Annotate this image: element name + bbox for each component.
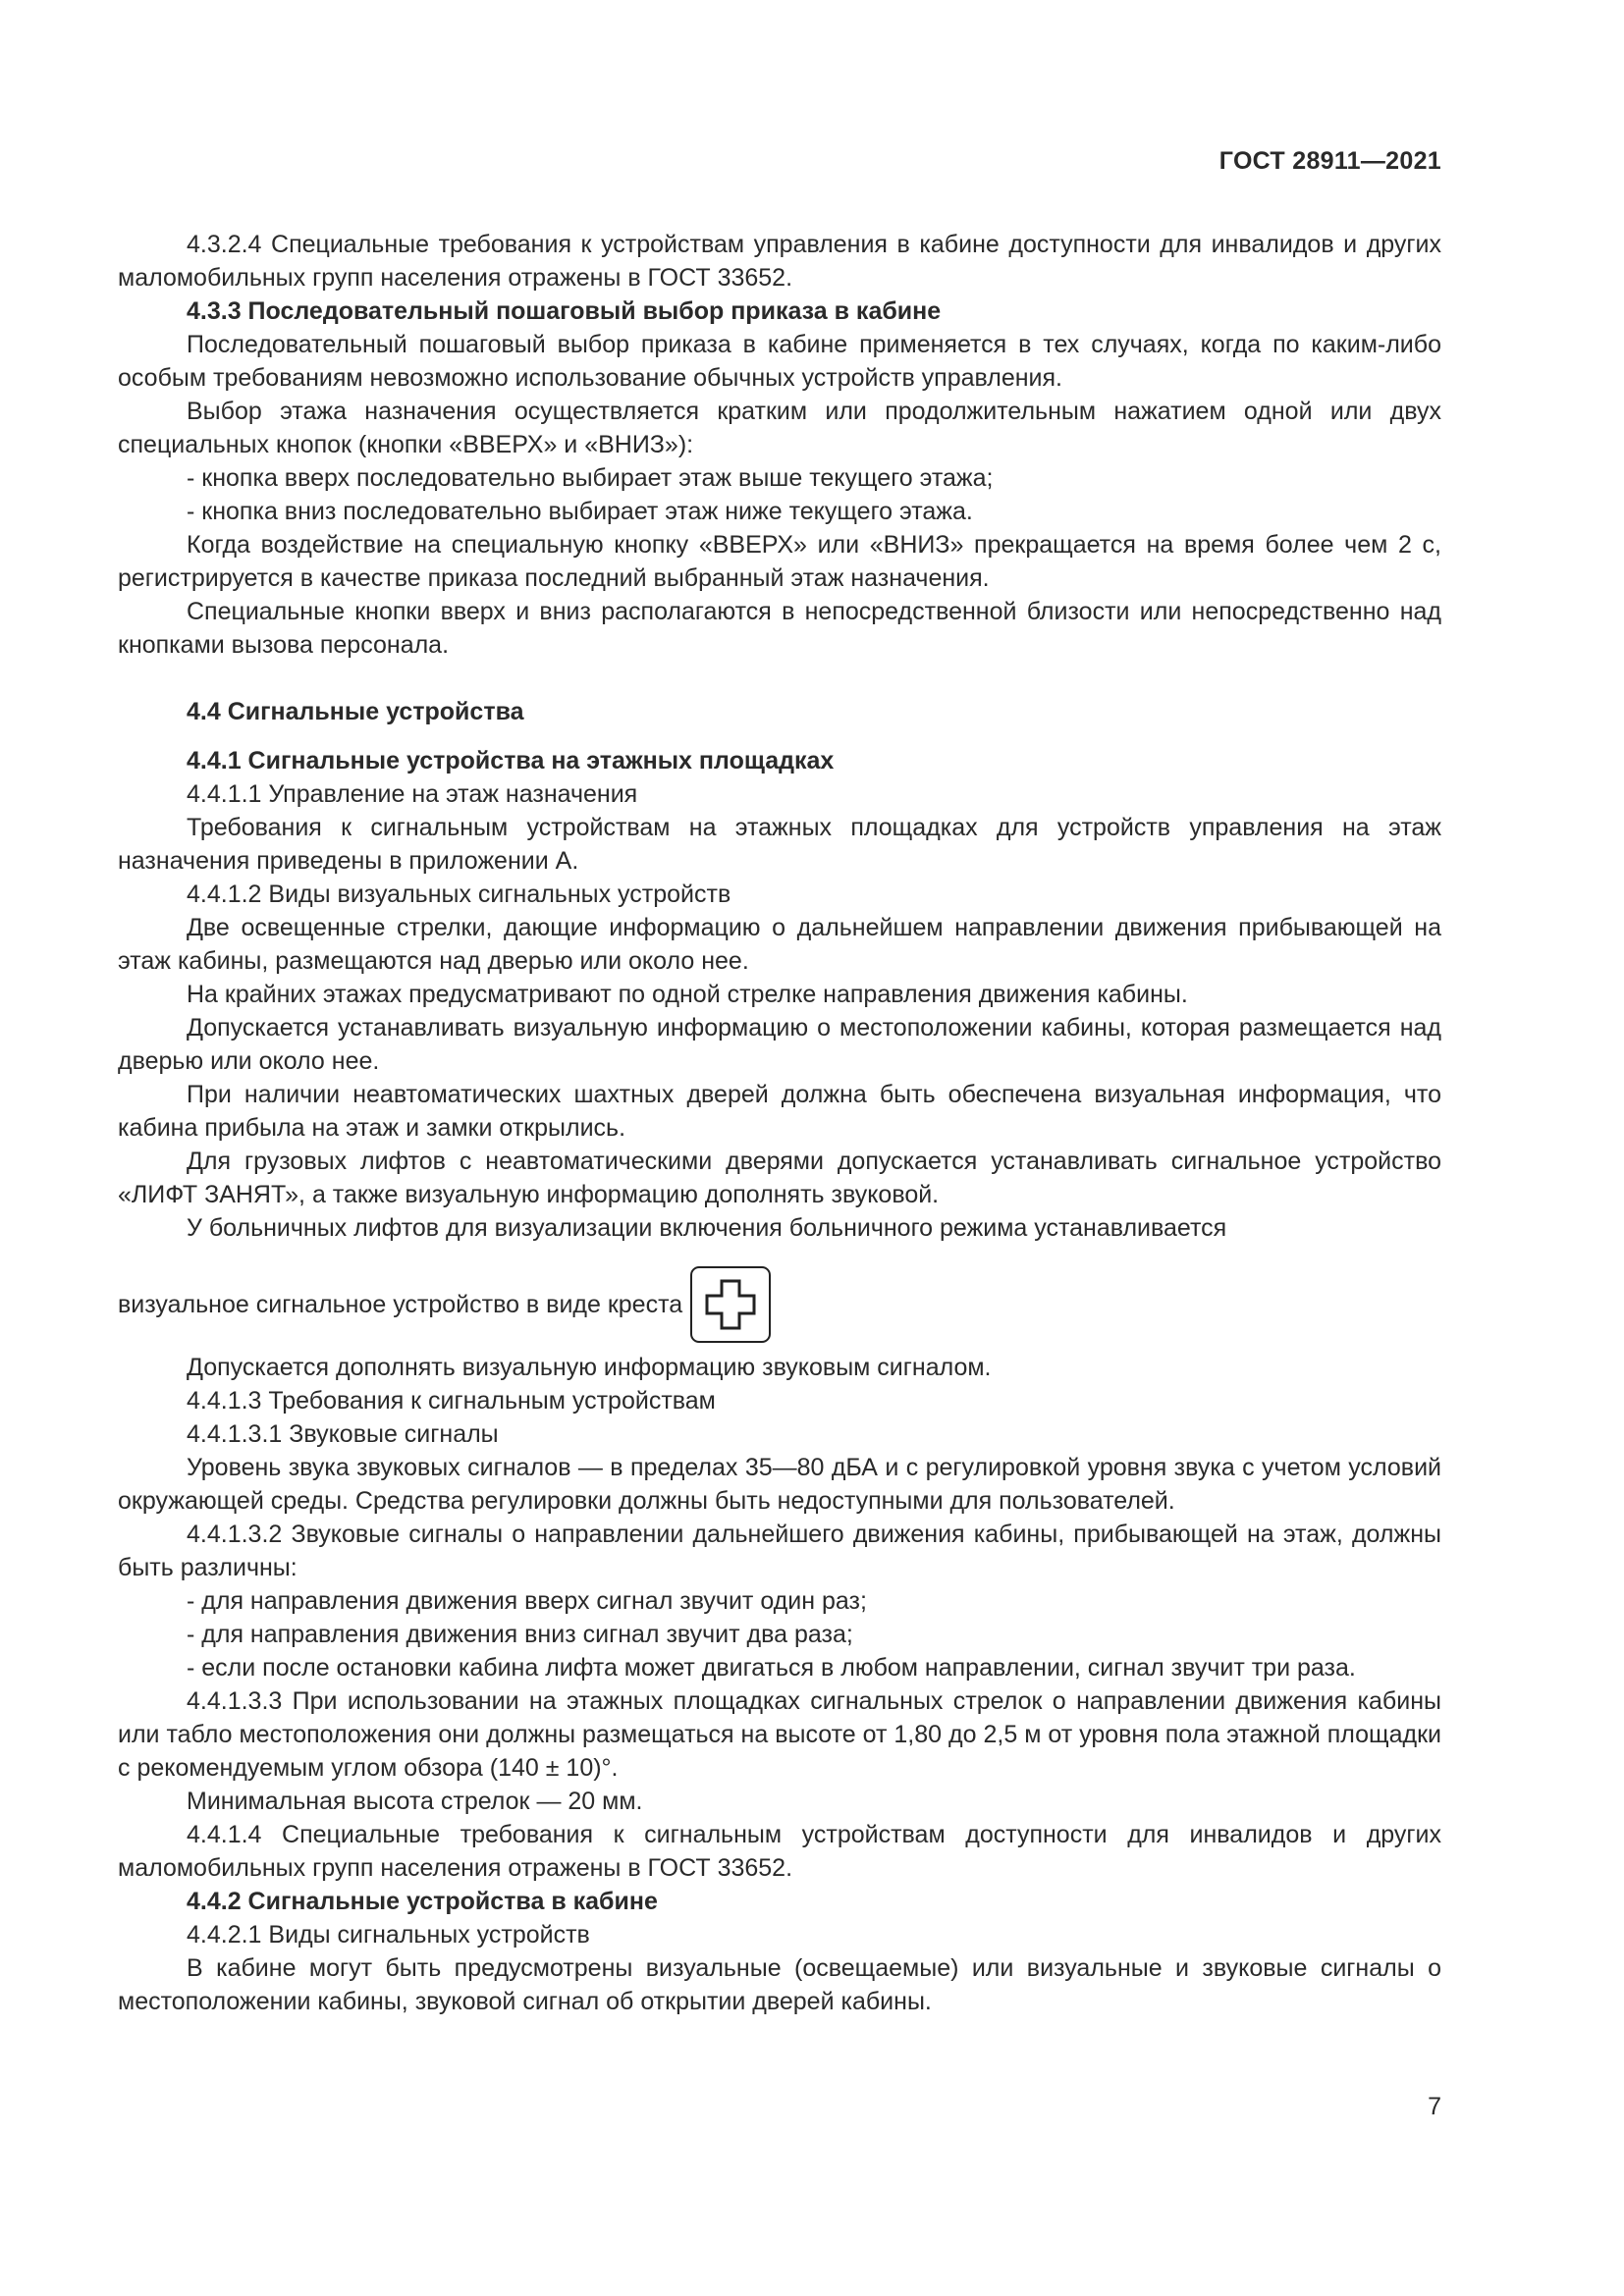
page-number: 7 bbox=[1428, 2093, 1441, 2120]
spacer bbox=[118, 728, 1441, 744]
cross-symbol-line bbox=[118, 1266, 1441, 1343]
paragraph: Минимальная высота стрелок — 20 мм. bbox=[187, 1788, 643, 1815]
paragraph: На крайних этажах предусматривают по одной стрелке направления движения кабины. bbox=[187, 981, 1188, 1008]
paragraph: Допускается дополнять визуальную информацию звуковым сигналом. bbox=[187, 1354, 992, 1381]
section-heading: 4.4.2 Сигнальные устройства в кабине bbox=[187, 1888, 658, 1915]
section-heading: 4.4.1 Сигнальные устройства на этажных площадках bbox=[187, 747, 835, 774]
paragraph: Последовательный пошаговый выбор приказа в кабине применяется в тех случаях, когда по каким-либо особым требованиям невозможно использование обычных устройств управления. bbox=[118, 331, 1441, 392]
paragraph: визуальное сигнальное устройство в виде креста bbox=[118, 1291, 683, 1318]
list-item: - если после остановки кабина лифта может двигаться в любом направлении, сигнал звучит три раза. bbox=[187, 1654, 1356, 1682]
paragraph: Когда воздействие на специальную кнопку «ВВЕРХ» или «ВНИЗ» прекращается на время более чем 2 с, регистрируется в качестве приказа последний выбранный этаж назначения. bbox=[118, 531, 1441, 592]
list-item: - для направления движения вверх сигнал звучит один раз; bbox=[187, 1587, 867, 1615]
document-id: ГОСТ 28911—2021 bbox=[1218, 147, 1441, 175]
subsection-title: 4.4.1.3.1 Звуковые сигналы bbox=[187, 1420, 499, 1448]
list-item: - кнопка вниз последовательно выбирает этаж ниже текущего этажа. bbox=[187, 498, 973, 525]
paragraph: Уровень звука звуковых сигналов — в пределах 35—80 дБА и с регулировкой уровня звука с учетом условий окружающей среды. Средства регулировки должны быть недоступными для пользователей. bbox=[118, 1454, 1441, 1515]
paragraph: В кабине могут быть предусмотрены визуальные (освещаемые) или визуальные и звуковые сигналы о местоположении кабины, звуковой сигнал об открытии дверей кабины. bbox=[118, 1954, 1441, 2015]
subsection-title: 4.4.2.1 Виды сигнальных устройств bbox=[187, 1921, 590, 1949]
spacer bbox=[118, 662, 1441, 695]
section-heading: 4.4 Сигнальные устройства bbox=[187, 698, 524, 725]
paragraph: Специальные кнопки вверх и вниз располагаются в непосредственной близости или непосредственно над кнопками вызова персонала. bbox=[118, 598, 1441, 659]
paragraph: 4.3.2.4 Специальные требования к устройствам управления в кабине доступности для инвалидов и других маломобильных групп населения отражены в ГОСТ 33652. bbox=[118, 231, 1441, 292]
paragraph: 4.4.1.3.3 При использовании на этажных площадках сигнальных стрелок о направлении движения кабины или табло местоположения они должны размещаться на высоте от 1,80 до 2,5 м от уровня пола этажной площадки с рекомендуемым углом обзора (140 ± 10)°. bbox=[118, 1687, 1441, 1782]
list-item: - кнопка вверх последовательно выбирает этаж выше текущего этажа; bbox=[187, 464, 994, 492]
page-body bbox=[118, 228, 1441, 2018]
paragraph: Допускается устанавливать визуальную информацию о местоположении кабины, которая размещается над дверью или около нее. bbox=[118, 1014, 1441, 1075]
subsection-title: 4.4.1.1 Управление на этаж назначения bbox=[187, 780, 638, 808]
list-item: - для направления движения вниз сигнал звучит два раза; bbox=[187, 1621, 853, 1648]
paragraph: Две освещенные стрелки, дающие информацию о дальнейшем направлении движения прибывающей на этаж кабины, размещаются над дверью или около нее. bbox=[118, 914, 1441, 975]
paragraph: Выбор этажа назначения осуществляется кратким или продолжительным нажатием одной или двух специальных кнопок (кнопки «ВВЕРХ» и «ВНИЗ»): bbox=[118, 398, 1441, 458]
subsection-title: 4.4.1.3 Требования к сигнальным устройствам bbox=[187, 1387, 716, 1415]
subsection-title: 4.4.1.2 Виды визуальных сигнальных устройств bbox=[187, 881, 731, 908]
paragraph: Для грузовых лифтов с неавтоматическими дверями допускается устанавливать сигнальное устройство «ЛИФТ ЗАНЯТ», а также визуальную информацию дополнять звуковой. bbox=[118, 1148, 1441, 1208]
paragraph: 4.4.1.4 Специальные требования к сигнальным устройствам доступности для инвалидов и других маломобильных групп населения отражены в ГОСТ 33652. bbox=[118, 1821, 1441, 1882]
paragraph: Требования к сигнальным устройствам на этажных площадках для устройств управления на этаж назначения приведены в приложении А. bbox=[118, 814, 1441, 875]
hospital-cross-icon bbox=[690, 1266, 771, 1343]
paragraph: У больничных лифтов для визуализации включения больничного режима устанавливается bbox=[187, 1214, 1227, 1242]
paragraph: 4.4.1.3.2 Звуковые сигналы о направлении дальнейшего движения кабины, прибывающей на этаж, должны быть различны: bbox=[118, 1521, 1441, 1581]
paragraph: При наличии неавтоматических шахтных дверей должна быть обеспечена визуальная информация, что кабина прибыла на этаж и замки открылись. bbox=[118, 1081, 1441, 1142]
section-heading: 4.3.3 Последовательный пошаговый выбор приказа в кабине bbox=[187, 297, 942, 325]
